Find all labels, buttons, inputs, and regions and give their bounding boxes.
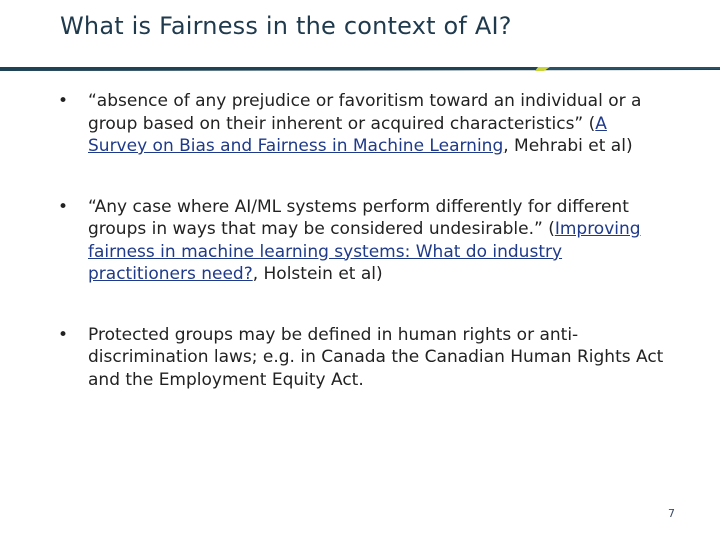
bullet-text: Protected groups may be defined in human rights or anti-discrimination laws; e.g. in Canada the Canadian Human Rights Act and the Employment Equity Act.: [88, 324, 664, 390]
bullet-text-suffix: , Mehrabi et al): [503, 136, 633, 156]
bullet-marker: •: [58, 91, 69, 111]
citation-link-mehrabi[interactable]: A Survey on Bias and Fairness in Machine Learning: [88, 113, 607, 156]
slide-title: What is Fairness in the context of AI?: [60, 12, 512, 40]
bullet-text: “Any case where AI/ML systems perform differently for different groups in ways that may be considered undesirable.” (: [88, 196, 629, 239]
bullet-item-protected-groups: [58, 324, 668, 392]
title-divider-bar: [0, 64, 720, 76]
bullet-text-suffix: , Holstein et al): [252, 264, 383, 284]
page-number: 7: [668, 507, 675, 520]
bullet-marker: •: [58, 324, 69, 345]
bullet-text: “absence of any prejudice or favoritism toward an individual or a group based on their inherent or acquired characteristics” (: [88, 91, 642, 134]
citation-link-holstein[interactable]: Improving fairness in machine learning systems: What do industry practitioners need?: [88, 219, 641, 284]
bullet-list: [58, 90, 668, 391]
bullet-item-ai-ml-definition: [58, 196, 668, 286]
bullet-marker: •: [58, 196, 69, 217]
bullet-item-fairness-definition: [58, 90, 668, 158]
